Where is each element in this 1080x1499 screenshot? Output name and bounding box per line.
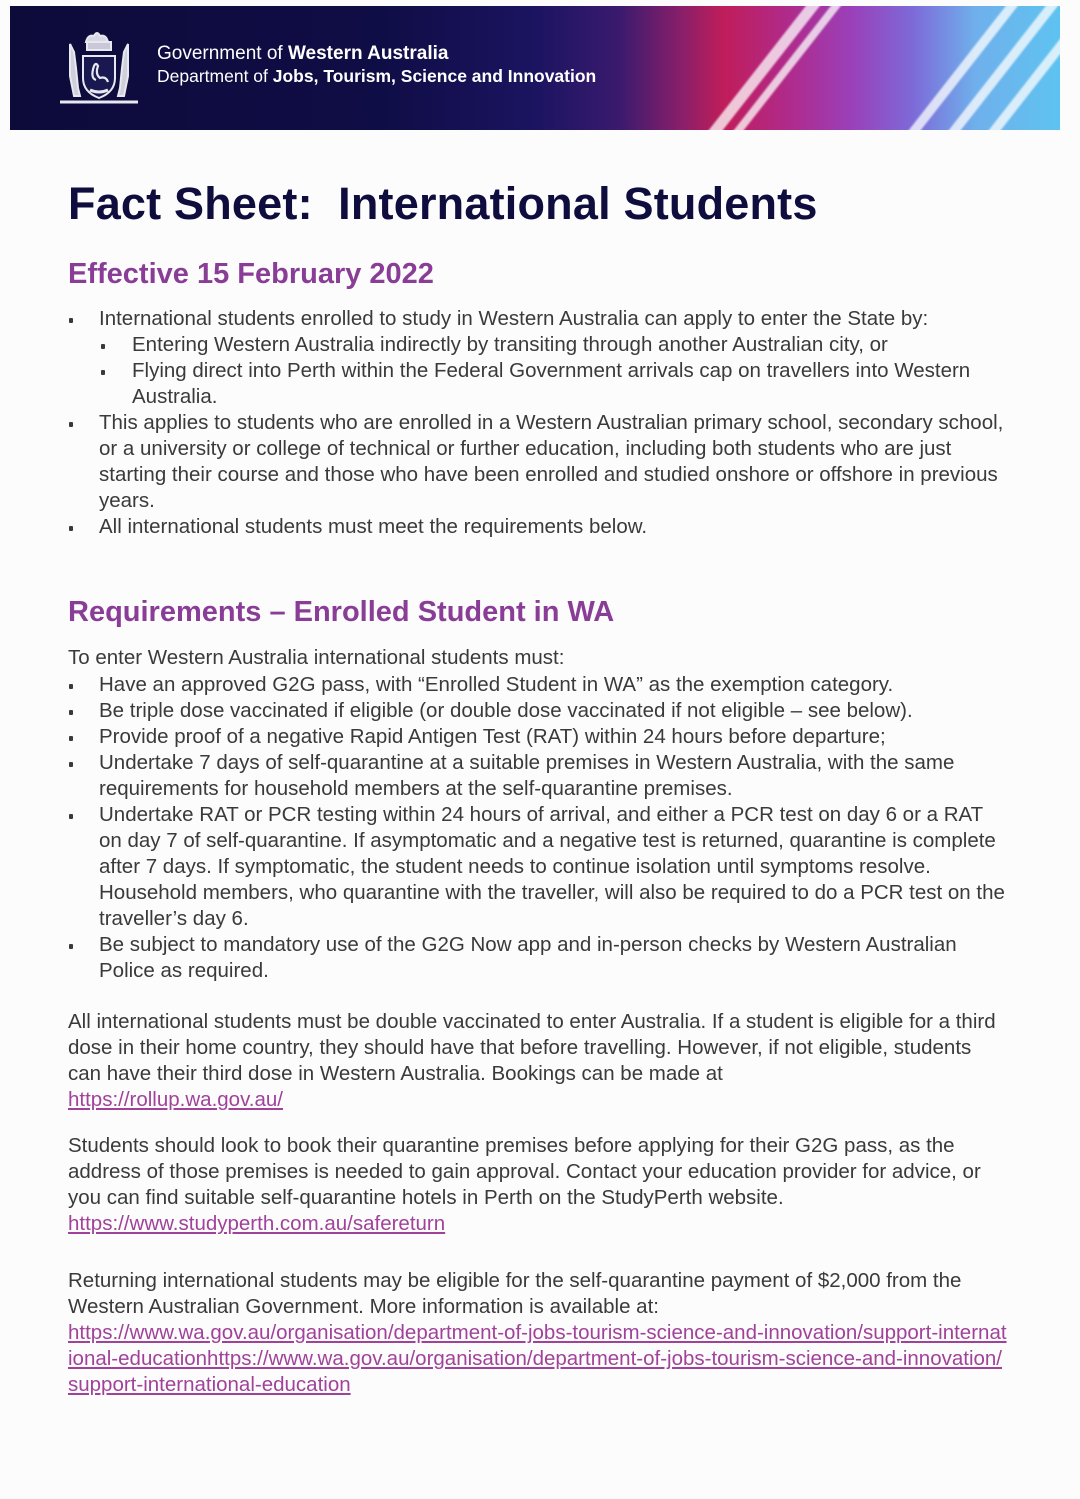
list-item: Have an approved G2G pass, with “Enrolled Student in WA” as the exemption category. (68, 672, 1008, 698)
list-item: Undertake 7 days of self-quarantine at a suitable premises in Western Australia, with the same requirements for household members at the self-quarantine premises. (68, 750, 1008, 802)
rollup-link[interactable]: https://rollup.wa.gov.au/ (68, 1088, 283, 1111)
page-title: Fact Sheet: International Students (68, 178, 818, 229)
wa-coat-of-arms-icon (56, 28, 142, 108)
effective-date-heading: Effective 15 February 2022 (68, 258, 434, 290)
eligibility-list (68, 306, 1008, 540)
requirements-list (68, 672, 1008, 984)
list-item: Be subject to mandatory use of the G2G Now app and in-person checks by Western Australian Police as required. (68, 932, 1008, 984)
list-item: Be triple dose vaccinated if eligible (or double dose vaccinated if not eligible – see below). (68, 698, 1008, 724)
list-item: International students enrolled to study in Western Australia can apply to enter the State by: Entering Western Australia indirectly by transiting through another Australian city, or Flying direct into Perth within the Federal Government arrivals cap on travellers into Western Australia. (68, 306, 1008, 410)
list-item: Provide proof of a negative Rapid Antigen Test (RAT) within 24 hours before departure; (68, 724, 1008, 750)
list-item: Undertake RAT or PCR testing within 24 hours of arrival, and either a PCR test on day 6 or a RAT on day 7 of self-quarantine. If asymptomatic and a negative test is returned, quarantine is complete after 7 days. If symptomatic, the student needs to continue isolation until symptoms resolve. Household members, who quarantine with the traveller, will also be required to do a PCR test on the traveller’s day 6. (68, 802, 1008, 932)
banner-stripe (689, 6, 836, 130)
banner-stripe (969, 6, 1060, 130)
requirements-intro: To enter Western Australia international students must: (68, 646, 565, 669)
department-name: Department of Jobs, Tourism, Science and Innovation (157, 66, 597, 86)
booking-paragraph: Students should look to book their quarantine premises before applying for their G2G pass, as the address of those premises is needed to gain approval. Contact your education provider for advice, or you can find suitable self-quarantine hotels in Perth on the StudyPerth website. https://www.studyperth.com.au/safereturn (68, 1134, 981, 1235)
list-item: This applies to students who are enrolled in a Western Australian primary school, secondary school, or a university or college of technical or further education, including both students who are just starting their course and those who have been enrolled and studied onshore or offshore in previous years. (68, 410, 1008, 514)
payment-paragraph: Returning international students may be eligible for the self-quarantine payment of $2,000 from the Western Australian Government. More information is available at: https://www.wa.gov.au/organisation/department-of-jobs-tourism-science-and-innovation/support-international-educationhttps://www.wa.gov.au/organisation/department-of-jobs-tourism-science-and-innovation/support-international-education (68, 1269, 1007, 1396)
entry-methods-list (99, 332, 1008, 410)
list-item: Entering Western Australia indirectly by transiting through another Australian city, or (99, 332, 1008, 358)
header-banner (10, 6, 1060, 130)
list-item: Flying direct into Perth within the Federal Government arrivals cap on travellers into Western Australia. (99, 358, 1008, 410)
banner-text (157, 42, 596, 88)
requirements-heading: Requirements – Enrolled Student in WA (68, 596, 615, 628)
government-name: Government of Western Australia (157, 43, 449, 64)
studyperth-link[interactable]: https://www.studyperth.com.au/safereturn (68, 1212, 446, 1235)
vaccination-paragraph: All international students must be double vaccinated to enter Australia. If a student is eligible for a third dose in their home country, they should have that before travelling. However, if not eligible, students can have their third dose in Western Australia. Bookings can be made at https://rollup.wa.gov.au/ (68, 1010, 996, 1111)
list-item: All international students must meet the requirements below. (68, 514, 1008, 540)
support-international-education-link[interactable]: https://www.wa.gov.au/organisation/department-of-jobs-tourism-science-and-innovation/support-international-educationhttps://www.wa.gov.au/organisation/department-of-jobs-tourism-science-and-innovation/support-international-education (68, 1321, 1007, 1396)
